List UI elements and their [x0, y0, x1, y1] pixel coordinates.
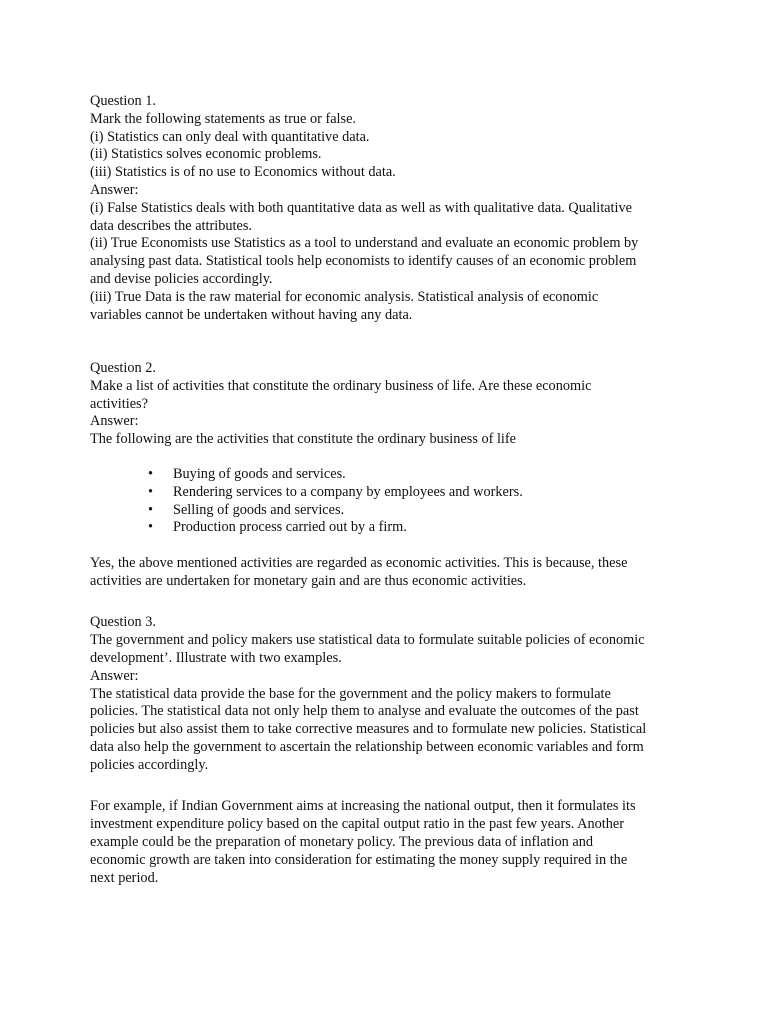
answer-line: policies. The statistical data not only help them to analyse and evaluate the outcomes of the past [90, 703, 639, 720]
question-2-conclusion-line: activities are undertaken for monetary gain and are thus economic activities. [90, 572, 527, 589]
list-item [90, 484, 682, 502]
bullet-icon: • [148, 465, 154, 482]
answer-line: data describes the attributes. [90, 217, 252, 234]
answer-line: (i) False Statistics deals with both quantitative data as well as with qualitative data. Qualitative [90, 199, 632, 216]
list-item [90, 519, 682, 537]
answer-line: economic growth are taken into consideration for estimating the money supply required in the [90, 851, 628, 868]
question-2-answer-label: Answer: [90, 413, 139, 430]
answer-line: (ii) True Economists use Statistics as a tool to understand and evaluate an economic problem by [90, 235, 639, 252]
question-1-prompt: Mark the following statements as true or false. [90, 110, 357, 127]
question-2-conclusion-line: Yes, the above mentioned activities are regarded as economic activities. This is because, these [90, 554, 628, 571]
bullet-icon: • [148, 501, 154, 518]
spacer [90, 591, 682, 609]
question-2-intro: The following are the activities that constitute the ordinary business of life [90, 431, 517, 448]
question-1-heading: Question 1. [90, 93, 156, 109]
question-2 [90, 360, 682, 591]
activities-list [90, 466, 682, 537]
answer-line: policies but also assist them to take corrective measures and to formulate new policies. Statistical [90, 721, 647, 738]
answer-line: data also help the government to ascertain the relationship between economic variables and form [90, 738, 644, 755]
statement-3: (iii) Statistics is of no use to Economics without data. [90, 164, 396, 181]
question-2-heading: Question 2. [90, 359, 156, 376]
answer-line: investment expenditure policy based on the capital output ratio in the past few years. Another [90, 816, 624, 833]
bullet-icon: • [148, 483, 154, 500]
list-item-text: Production process carried out by a firm. [173, 519, 407, 536]
question-3-heading: Question 3. [90, 614, 156, 631]
answer-line: and devise policies accordingly. [90, 270, 273, 287]
question-3-prompt-line: The government and policy makers use statistical data to formulate suitable policies of economic [90, 632, 645, 649]
list-item-text: Selling of goods and services. [173, 501, 345, 518]
list-item-text: Buying of goods and services. [173, 465, 346, 482]
question-1-answer-label: Answer: [90, 181, 139, 198]
answer-line: The statistical data provide the base for the government and the policy makers to formulate [90, 685, 611, 702]
spacer [90, 449, 682, 458]
statement-1: (i) Statistics can only deal with quantitative data. [90, 128, 370, 145]
document-page [90, 93, 682, 887]
list-item-text: Rendering services to a company by employees and workers. [173, 483, 523, 500]
answer-line: policies accordingly. [90, 756, 209, 773]
answer-line: variables cannot be undertaken without having any data. [90, 306, 413, 323]
list-item [90, 466, 682, 484]
spacer [90, 537, 682, 555]
question-3-answer-label: Answer: [90, 667, 139, 684]
answer-line: analysing past data. Statistical tools help economists to identify causes of an economic problem [90, 253, 637, 270]
bullet-icon: • [148, 519, 154, 536]
question-1 [90, 93, 682, 324]
list-item [90, 502, 682, 520]
answer-line: next period. [90, 869, 159, 886]
answer-line: (iii) True Data is the raw material for economic analysis. Statistical analysis of economic [90, 288, 599, 305]
spacer [90, 342, 682, 360]
question-3 [90, 614, 682, 887]
question-3-prompt-line: development’. Illustrate with two examples. [90, 649, 342, 666]
spacer [90, 774, 682, 798]
answer-line: example could be the preparation of monetary policy. The previous data of inflation and [90, 834, 594, 851]
question-2-prompt-line: activities? [90, 395, 148, 412]
question-2-prompt-line: Make a list of activities that constitute the ordinary business of life. Are these economic [90, 377, 592, 394]
answer-line: For example, if Indian Government aims at increasing the national output, then it formulates its [90, 798, 636, 815]
statement-2: (ii) Statistics solves economic problems. [90, 146, 322, 163]
spacer [90, 324, 682, 342]
